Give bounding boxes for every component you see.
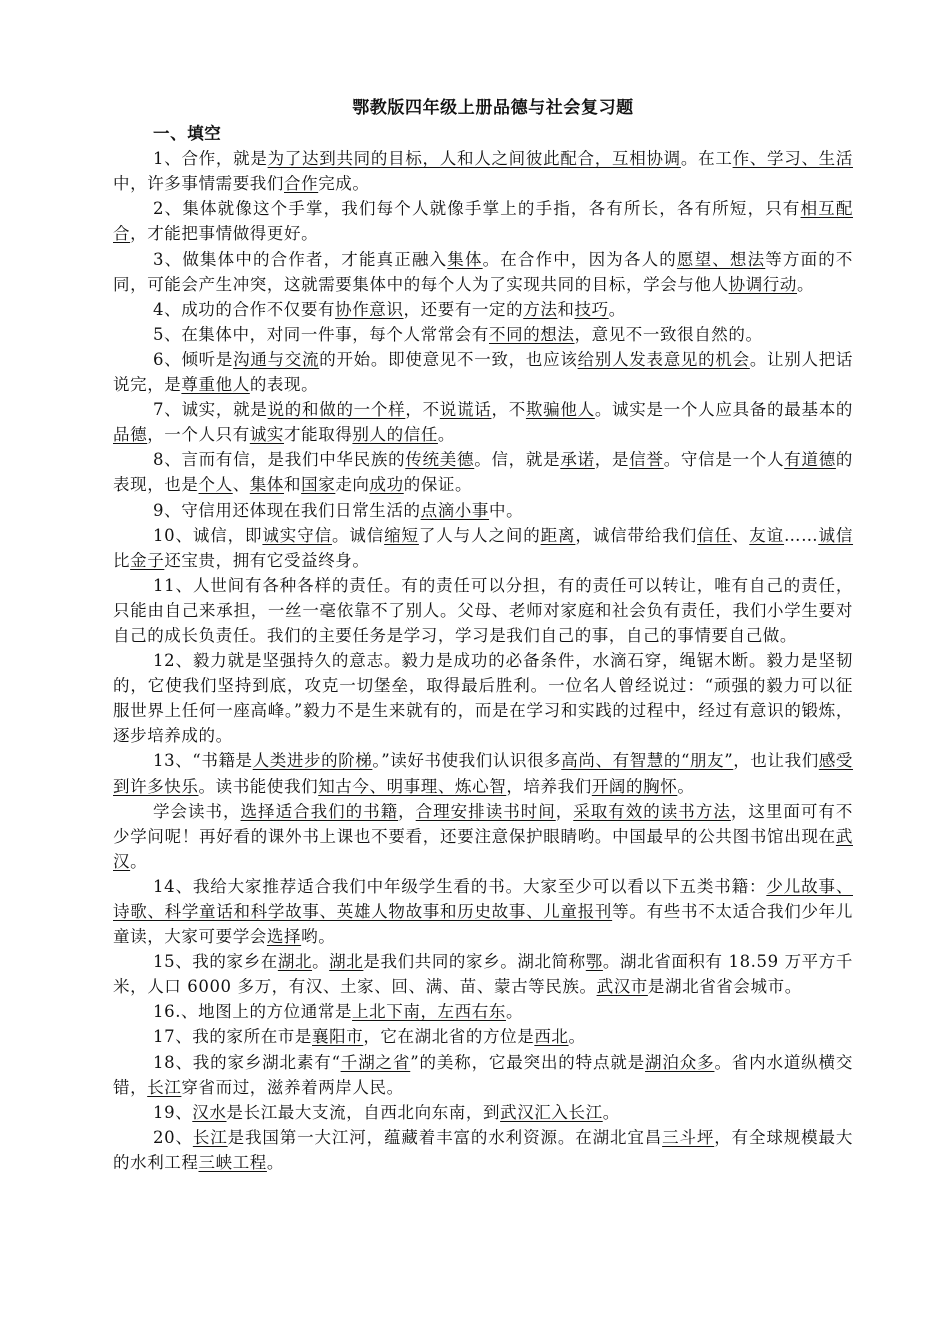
answer-text: 诚信 — [818, 525, 854, 545]
paragraph-text: 12、毅力就是坚强持久的意志。毅力是成功的必备条件，水滴石穿，绳锯木断。毅力是坚韧的，它使我们坚持到底，攻克一切堡垒，取得最后胜利。一位名人曾经说过：“顽强的毅力可以征服世界上任何一座高峰。”毅力不是生来就有的，而是在学习和实践的过程中，经过有意识的锻炼，逐步培养成的。 — [113, 651, 853, 746]
answer-text: 国家 — [301, 475, 336, 495]
answer-text: 传统美德 — [405, 450, 475, 470]
answer-text: 说谎话 — [439, 400, 492, 420]
answer-text: 有道德 — [784, 450, 836, 470]
answer-text: 给别人发表意见的机会 — [577, 349, 750, 369]
paragraph-text: 。在合作中，因为各人的 — [482, 249, 677, 269]
paragraph-text: ，是 — [594, 450, 630, 470]
paragraph-text: ，也让我们 — [733, 751, 819, 771]
answer-text: 品德 — [113, 425, 148, 445]
paragraph-text: 和 — [284, 475, 302, 495]
answer-text: 武汉汇入长江 — [500, 1102, 603, 1122]
answer-text: 感受到许多快乐 — [113, 751, 854, 796]
answer-text: 湖泊众多 — [645, 1052, 715, 1072]
paragraph-text: 。 — [312, 952, 330, 972]
paragraph-text: 15、我的家乡在 — [153, 952, 278, 972]
paragraph — [113, 648, 853, 748]
paragraph-text: 完成。 — [318, 174, 370, 194]
answer-text: 选择 — [266, 927, 302, 947]
document-page — [113, 96, 853, 1175]
paragraph-text: ，培养我们 — [506, 776, 592, 796]
paragraph — [113, 297, 853, 322]
answer-text: 成功 — [369, 475, 404, 495]
paragraph-text: 。让别人把话说完，是 — [113, 349, 854, 395]
paragraph-text: 了人与人之间的 — [418, 525, 541, 545]
paragraph-text: ”的美称，它最突出的特点就是 — [410, 1052, 646, 1072]
paragraph-text: ，诚信带给我们 — [575, 525, 698, 545]
paragraph-text: 是我国第一大江河，蕴藏着丰富的水利资源。在湖北宜昌 — [227, 1127, 663, 1147]
paragraph-text: 1、合作，就是 — [153, 149, 268, 169]
paragraph-text: 。诚信 — [331, 525, 385, 545]
paragraph-text: ，这里面可有不少学问呢！再好看的课外书上课也不要看，还要注意保护眼睛哟。中国最早的公共图书馆出现在 — [113, 801, 853, 846]
answer-text: 诚实 — [249, 425, 285, 445]
paragraph — [113, 1050, 853, 1100]
answer-text: 协调行动 — [728, 274, 798, 294]
answer-text: 开阔的胸怀 — [591, 776, 678, 796]
paragraph-text: ，一个人只有 — [147, 425, 250, 445]
paragraph — [113, 523, 853, 573]
paragraph-text: 。 — [677, 776, 695, 796]
paragraph-text: 学会读书， — [153, 801, 241, 821]
paragraph — [113, 247, 853, 297]
answer-text: 为了达到共同的目标，人和人之间彼此配合，互相协调 — [267, 149, 681, 169]
paragraph — [113, 949, 853, 999]
answer-text: 协作意识 — [335, 299, 404, 319]
answer-text: 千湖之省 — [340, 1052, 411, 1072]
paragraph-text: ，才能把事情做得更好。 — [130, 224, 319, 244]
paragraph-text: 才能取得 — [284, 425, 353, 445]
paragraph — [113, 1024, 853, 1049]
paragraph — [113, 573, 853, 648]
answer-text: 武汉市 — [596, 977, 648, 997]
answer-text: 西北 — [534, 1027, 569, 1047]
paragraph-text: 。湖北省面积有 18.59 万平方千米，人口 6000 多万，有汉、土家、回、满、苗、蒙古等民族。 — [113, 952, 853, 997]
paragraph-text: 还宝贵，拥有它受益终身。 — [164, 550, 370, 570]
paragraph — [113, 397, 853, 447]
paragraph-text: 18、我的家乡湖北素有“ — [153, 1052, 341, 1072]
answer-text: 集体 — [447, 249, 483, 269]
paragraph-text: ，有全球规模最大的水利工程 — [113, 1127, 854, 1172]
paragraph — [113, 196, 853, 246]
paragraph — [113, 748, 853, 798]
paragraph-text: 17、我的家所在市是 — [153, 1027, 312, 1047]
paragraph-text: ，不 — [491, 400, 526, 420]
answer-text: 襄阳市 — [312, 1027, 364, 1047]
paragraph-text: 。读书能使我们 — [198, 776, 319, 796]
answer-text: 采取有效的读书方法 — [573, 801, 731, 821]
answer-text: 点滴小事 — [420, 500, 490, 520]
paragraph-text: 。信，就是 — [474, 450, 561, 470]
answer-text: 作、学习、生活 — [732, 149, 853, 169]
answer-text: 知古今、明事理、炼心智 — [318, 776, 507, 796]
paragraph-text: 9、守信用还体现在我们日常生活的 — [153, 500, 421, 520]
answer-text: 集体 — [249, 475, 285, 495]
paragraph-text: 。 — [505, 1002, 524, 1022]
paragraph-text: 、 — [232, 475, 250, 495]
answer-text: 信誉 — [629, 450, 664, 470]
paragraph-text: 。”读好书使我们认识很多 — [372, 751, 562, 771]
paragraph-text: 。 — [266, 1152, 285, 1172]
paragraph-text: 7、诚实，就是 — [153, 400, 268, 420]
paragraph-text: 10、诚信，即 — [153, 525, 263, 545]
paragraph-text: 。 — [568, 1027, 586, 1047]
answer-text: 少儿故事、诗歌、科学童话和科学故事、英雄人物故事和历史故事、儿童报刊 — [113, 876, 853, 921]
paragraph-text: ， — [555, 801, 574, 821]
paragraph-text: 中。 — [489, 500, 524, 520]
paragraph-text: 6、倾听是 — [153, 349, 234, 369]
paragraph-text: 11、人世间有各种各样的责任。有的责任可以分担，有的责任可以转让，唯有自己的责任，只能由自己来承担，一丝一毫依靠不了别人。父母、老师对家庭和社会负有责任，我们小学生要对自己的成长负责任。我们的主要任务是学习，学习是我们自己的事，自己的事情要自己做。 — [113, 575, 853, 645]
answer-text: 三峡工程 — [198, 1152, 267, 1172]
answer-text: 诚实守信 — [262, 525, 332, 545]
answer-text: 选择适合我们的书籍 — [240, 801, 399, 821]
paragraph-text: 。 — [608, 299, 626, 319]
paragraph — [113, 498, 853, 523]
document-title: 鄂教版四年级上册品德与社会复习题 — [352, 98, 634, 118]
paragraph-text: 14、我给大家推荐适合我们中年级学生看的书。大家至少可以看以下五类书籍： — [153, 876, 767, 896]
paragraph-text: 的开始。即使意见不一致，也应该 — [319, 349, 578, 369]
paragraph-text: 是湖北省省会城市。 — [647, 977, 802, 997]
paragraph-text: 。在工 — [680, 149, 733, 169]
paragraph-text: 20、 — [153, 1127, 193, 1147]
paragraph-text: 等。有些书不太适合我们少年儿童读，大家可要学会 — [113, 902, 853, 947]
paragraph-text: 中，许多事情需要我们 — [113, 174, 284, 194]
answer-text: 金子 — [130, 550, 165, 570]
paragraph-text: 5、在集体中，对同一件事，每个人常常会有 — [153, 324, 489, 344]
answer-text: 欺骗他人 — [525, 400, 595, 420]
section-heading: 一、填空 — [153, 124, 222, 144]
answer-text: 合理安排读书时间 — [415, 801, 556, 821]
paragraph — [113, 1100, 853, 1125]
paragraph-text: 比 — [113, 550, 131, 570]
answer-text: 缩短 — [384, 525, 419, 545]
paragraph — [113, 999, 853, 1024]
answer-text: 三斗坪 — [662, 1127, 715, 1147]
paragraph-text: 。 — [602, 1102, 620, 1122]
paragraph-text: 是长江最大支流，自西北向东南，到 — [226, 1102, 501, 1122]
paragraph-text: 。诚实是一个人应具备的最基本的 — [594, 400, 854, 420]
paragraph-text: 等方面的不同，可能会产生冲突，这就需要集体中的每个人为了实现共同的目标，学会与他人 — [113, 249, 854, 294]
paragraph-text: 13、“书籍是 — [153, 751, 253, 771]
paragraph-text: 。 — [437, 425, 456, 445]
answer-text: 汉水 — [192, 1102, 227, 1122]
paragraph-text: ，还要有一定的 — [403, 299, 524, 319]
answer-text: 湖北 — [329, 952, 364, 972]
paragraph-text: ，不 — [405, 400, 440, 420]
answer-text: 人类进步的阶梯 — [252, 751, 373, 771]
paragraph-text: 2、集体就像这个手掌，我们每个人就像手掌上的手指，各有所长，各有所短，只有 — [153, 199, 801, 219]
paragraph-text: 8、言而有信，是我们中华民族的 — [153, 450, 406, 470]
paragraph-text: 的表现，也是 — [113, 450, 854, 495]
answer-text: 尊重他人 — [181, 375, 250, 395]
paragraph — [113, 799, 853, 874]
answer-text: 方法 — [523, 299, 558, 319]
answer-text: 高尚、有智慧的“朋友” — [561, 751, 734, 771]
paragraph-text: 16.、地图上的方位通常是 — [153, 1002, 353, 1022]
paragraph-text: 是我们共同的家乡。湖北简称 — [363, 952, 586, 972]
answer-text: 别人的信任 — [352, 425, 438, 445]
paragraph-text: 。守信是一个人 — [663, 450, 785, 470]
answer-text: 合作 — [284, 174, 319, 194]
answer-text: 湖北 — [277, 952, 313, 972]
paragraph-text: 穿省而过，滋养着两岸人民。 — [181, 1077, 404, 1097]
paragraph-text: ，意见不一致很自然的。 — [574, 324, 763, 344]
paragraph-text: 哟。 — [301, 927, 336, 947]
answer-text: 愿望、想法 — [676, 249, 766, 269]
paragraph-list — [113, 146, 853, 1175]
paragraph-text: 走向 — [335, 475, 370, 495]
answer-text: 长江 — [147, 1077, 182, 1097]
paragraph — [113, 447, 853, 497]
answer-text: 说的和做的一个样 — [267, 400, 406, 420]
paragraph-text: 。省内水道纵横交错， — [113, 1052, 853, 1097]
answer-text: 武汉 — [113, 826, 853, 871]
answer-text: 友谊 — [749, 525, 785, 545]
paragraph-text: 。 — [130, 851, 148, 871]
answer-text: 信任 — [697, 525, 732, 545]
answer-text: 沟通与交流 — [233, 349, 320, 369]
paragraph-text: 和 — [557, 299, 575, 319]
answer-text: 上北下南，左西右东 — [352, 1002, 506, 1022]
answer-text: 承诺 — [560, 450, 595, 470]
answer-text: 不同的想法 — [489, 324, 575, 344]
paragraph-text: 。 — [797, 274, 815, 294]
paragraph-text: 4、成功的合作不仅要有 — [153, 299, 336, 319]
paragraph — [113, 322, 853, 347]
answer-text: 相互配合 — [113, 199, 853, 244]
paragraph — [113, 874, 853, 949]
answer-text: 鄂 — [585, 952, 603, 972]
paragraph-text: 19、 — [153, 1102, 193, 1122]
paragraph-text: ， — [398, 801, 416, 821]
answer-text: 技巧 — [574, 299, 609, 319]
answer-text: 个人 — [198, 475, 233, 495]
paragraph-text: 的表现。 — [249, 375, 319, 395]
paragraph-text: 的保证。 — [403, 475, 473, 495]
paragraph — [113, 146, 853, 196]
answer-text: 距离 — [540, 525, 576, 545]
paragraph — [113, 1125, 853, 1175]
answer-text: 长江 — [192, 1127, 228, 1147]
paragraph-text: 、 — [731, 525, 750, 545]
paragraph-text: …… — [784, 525, 819, 545]
paragraph-text: ，它在湖北省的方位是 — [363, 1027, 535, 1047]
paragraph-text: 3、做集体中的合作者，才能真正融入 — [153, 249, 448, 269]
paragraph — [113, 347, 853, 397]
